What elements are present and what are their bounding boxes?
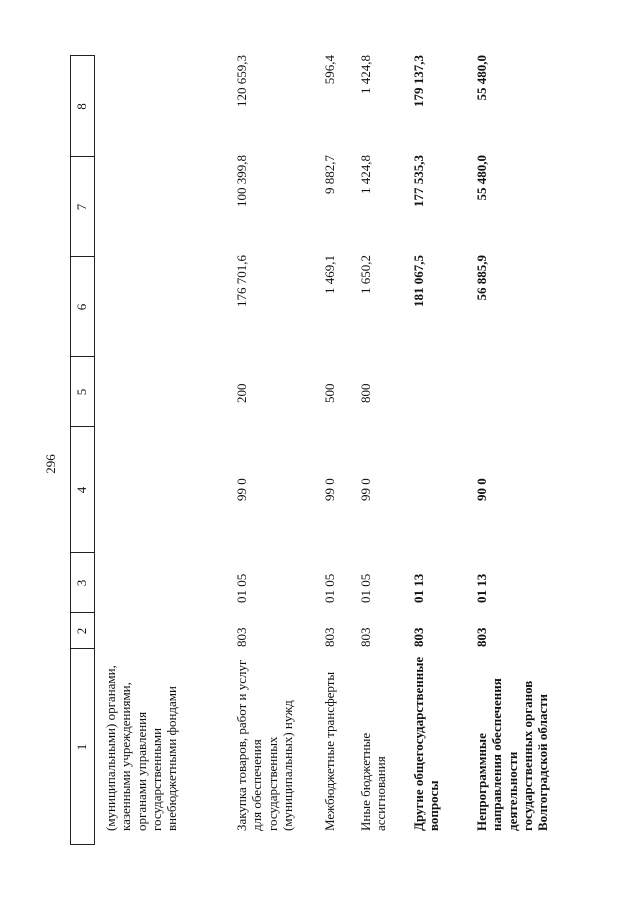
row-amount-6: 1 650,2 — [358, 255, 373, 294]
row-amount-7: 9 882,7 — [322, 155, 337, 194]
header-col-3: 3 — [74, 579, 89, 587]
row-amount-7: 177 535,3 — [411, 155, 426, 207]
header-bottom-rule — [94, 55, 95, 845]
row-ministry-code: 803 — [411, 627, 426, 647]
row-expense-type: 200 — [234, 383, 249, 403]
row-target-code: 99 0 — [322, 478, 337, 501]
row-amount-6: 176 701,6 — [234, 255, 249, 307]
row-amount-8: 596,4 — [322, 55, 337, 85]
row-section-code: 01 13 — [474, 573, 489, 603]
row-ministry-code: 803 — [474, 627, 489, 647]
row-amount-8: 1 424,8 — [358, 55, 373, 94]
header-col-2: 2 — [74, 627, 89, 635]
row-amount-7: 100 399,8 — [234, 155, 249, 207]
row-amount-6: 1 469,1 — [322, 255, 337, 294]
row-name: (муниципальными) органами, казенными учреждениями, органами управления государственными внебюджетными фондами — [103, 665, 180, 831]
row-target-code: 99 0 — [234, 478, 249, 501]
row-ministry-code: 803 — [322, 627, 337, 647]
row-amount-6: 181 067,5 — [411, 255, 426, 307]
row-ministry-code: 803 — [358, 627, 373, 647]
row-section-code: 01 13 — [411, 573, 426, 603]
row-amount-8: 55 480,0 — [474, 55, 489, 101]
row-name: Непрограммные направления обеспечения деятельности государственных органов Волгоградской области — [474, 678, 551, 831]
row-expense-type: 800 — [358, 383, 373, 403]
budget-table — [70, 55, 551, 845]
header-col-8: 8 — [74, 103, 89, 110]
header-col-4: 4 — [74, 486, 89, 494]
row-amount-8: 179 137,3 — [411, 55, 426, 107]
row-name: Другие общегосударственные вопросы — [411, 656, 442, 831]
row-ministry-code: 803 — [234, 627, 249, 647]
row-amount-7: 1 424,8 — [358, 155, 373, 194]
header-col-7: 7 — [74, 203, 89, 211]
page-number: 296 — [43, 454, 58, 474]
row-section-code: 01 05 — [234, 573, 249, 603]
row-name: Иные бюджетные ассигнования — [358, 732, 389, 831]
row-amount-8: 120 659,3 — [234, 55, 249, 107]
header-col-5: 5 — [74, 388, 89, 396]
row-expense-type: 500 — [322, 383, 337, 403]
header-col-6: 6 — [74, 303, 89, 311]
row-target-code: 99 0 — [358, 478, 373, 501]
row-amount-6: 56 885,9 — [474, 255, 489, 301]
row-target-code: 90 0 — [474, 478, 489, 501]
row-amount-7: 55 480,0 — [474, 155, 489, 201]
row-section-code: 01 05 — [322, 573, 337, 603]
row-name: Межбюджетные трансферты — [322, 671, 337, 831]
row-section-code: 01 05 — [358, 573, 373, 603]
header-col-1: 1 — [74, 743, 89, 751]
row-name: Закупка товаров, работ и услуг для обеспечения государственных (муниципальных) нужд — [234, 659, 295, 831]
